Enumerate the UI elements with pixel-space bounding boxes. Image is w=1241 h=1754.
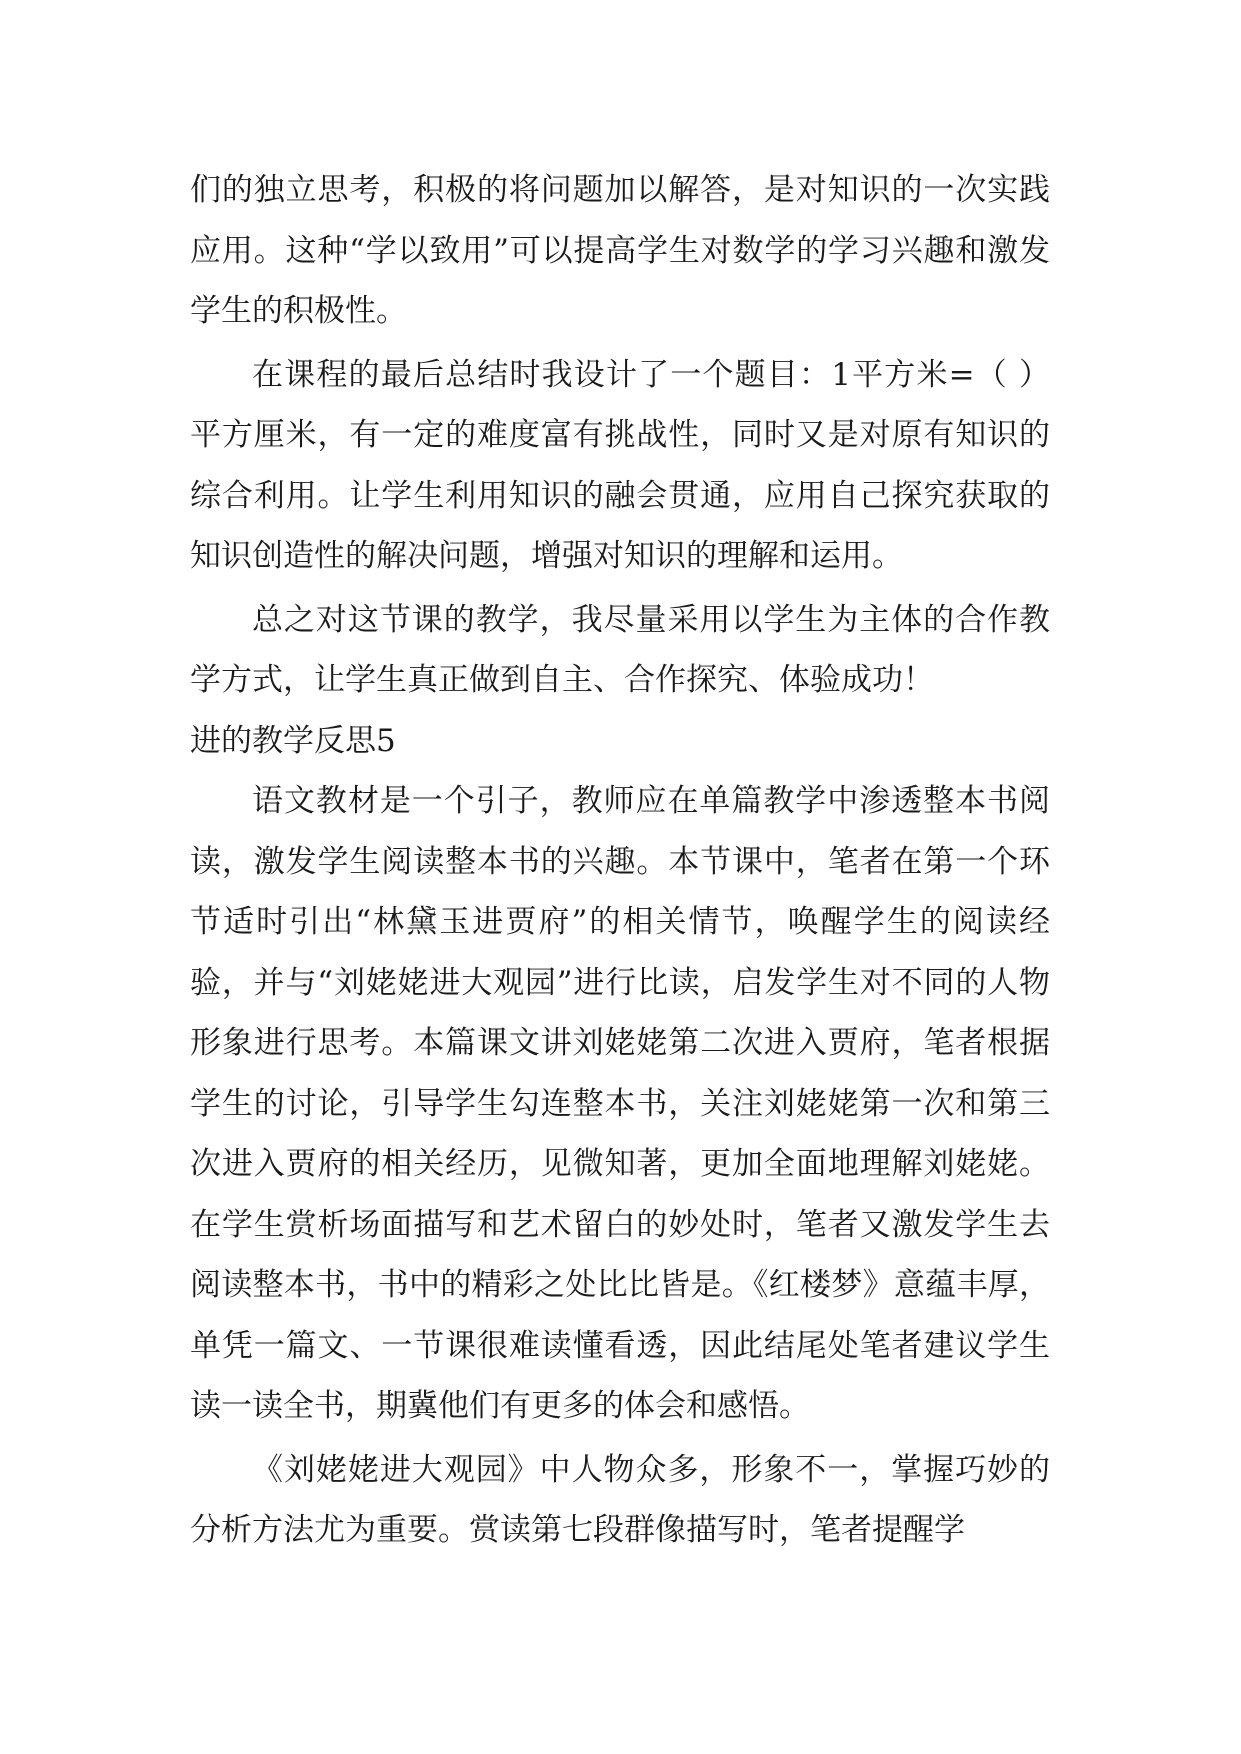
paragraph-character-analysis: 《刘姥姥进大观园》中人物众多，形象不一，掌握巧妙的分析方法尤为重要。赏读第七段群像描写时，笔者提醒学	[190, 1451, 1050, 1548]
paragraph-textbook-reading: 语文教材是一个引子，教师应在单篇教学中渗透整本书阅读，激发学生阅读整本书的兴趣。本节课中，笔者在第一个环节适时引出“林黛玉进贾府”的相关情节，唤醒学生的阅读经验，并与“刘姥姥进大观园”进行比读，启发学生对不同的人物形象进行思考。本篇课文讲刘姥姥第二次进入贾府，笔者根据学生的讨论，引导学生勾连整本书，关注刘姥姥第一次和第三次进入贾府的相关经历，见微知著，更加全面地理解刘姥姥。在学生赏析场面描写和艺术留白的妙处时，笔者又激发学生去阅读整本书，书中的精彩之处比比皆是。《红楼梦》意蕴丰厚，单凭一篇文、一节课很难读懂看透，因此结尾处笔者建议学生读一读全书，期冀他们有更多的体会和感悟。	[190, 783, 1050, 1424]
paragraph-summary-question: 在课程的最后总结时我设计了一个题目：1平方米=（ ）平方厘米，有一定的难度富有挑战性，同时又是对原有知识的综合利用。让学生利用知识的融会贯通，应用自己探究获取的知识创造性的解决问题，增强对知识的理解和运用。	[190, 356, 1050, 574]
section-heading: 进的教学反思5	[190, 722, 396, 759]
document-body	[190, 160, 1050, 1561]
paragraph-conclusion: 总之对这节课的教学，我尽量采用以学生为主体的合作教学方式，让学生真正做到自主、合作探究、体验成功！	[190, 601, 1050, 698]
paragraph-continued: 们的独立思考，积极的将问题加以解答，是对知识的一次实践应用。这种“学以致用”可以提高学生对数学的学习兴趣和激发学生的积极性。	[190, 172, 1050, 329]
